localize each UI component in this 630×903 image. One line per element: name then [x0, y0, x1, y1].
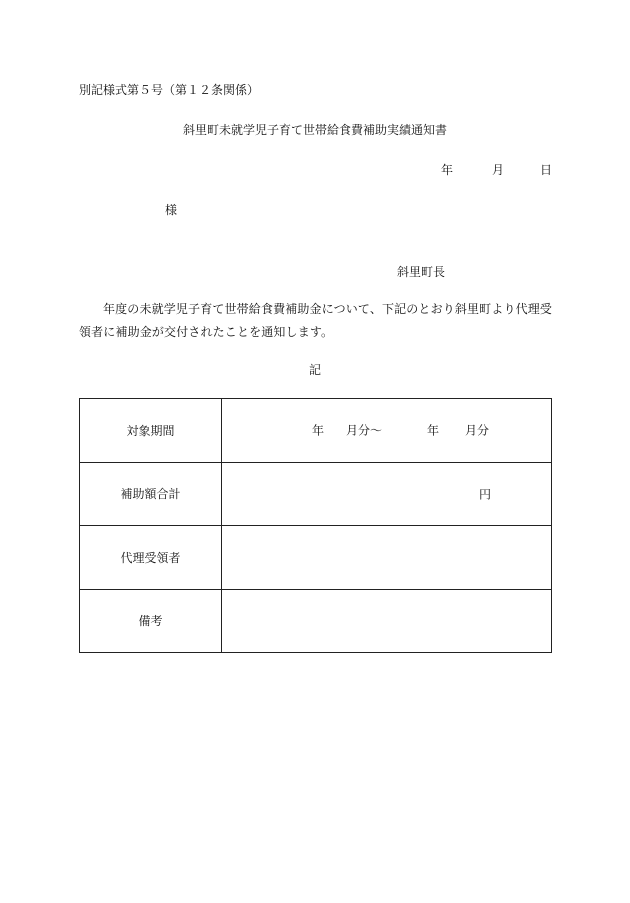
remarks-label: 備考	[80, 589, 222, 653]
period-value	[222, 399, 552, 463]
date-day-label: 日	[540, 163, 553, 177]
document-title: 斜里町未就学児子育て世帯給食費補助実績通知書	[182, 123, 447, 137]
ki-heading: 記	[308, 363, 321, 377]
period-start-month: 月分～	[346, 423, 383, 438]
period-end-year: 年	[427, 423, 440, 438]
table-row	[80, 462, 552, 526]
date-month-label: 月	[492, 163, 505, 177]
amount-value	[222, 462, 552, 526]
notice-body-text: 年度の未就学児子育て世帯給食費補助金について、下記のとおり斜里町より代理受領者に補助金が交付されたことを通知します。	[79, 302, 553, 339]
proxy-recipient-value	[222, 526, 552, 590]
table-row	[80, 399, 552, 463]
detail-table	[79, 398, 552, 653]
amount-label: 補助額合計	[80, 462, 222, 526]
table-row	[80, 526, 552, 590]
form-number: 別記様式第５号（第１２条関係）	[79, 83, 260, 97]
remarks-value	[222, 589, 552, 653]
recipient-honorific: 様	[165, 203, 178, 217]
issuer-name: 斜里町長	[397, 265, 446, 279]
amount-unit: 円	[479, 487, 492, 502]
table-row	[80, 589, 552, 653]
date-year-label: 年	[441, 163, 454, 177]
proxy-recipient-label: 代理受領者	[80, 526, 222, 590]
period-start-year: 年	[312, 423, 325, 438]
period-end-month: 月分	[465, 423, 490, 438]
period-label: 対象期間	[80, 399, 222, 463]
